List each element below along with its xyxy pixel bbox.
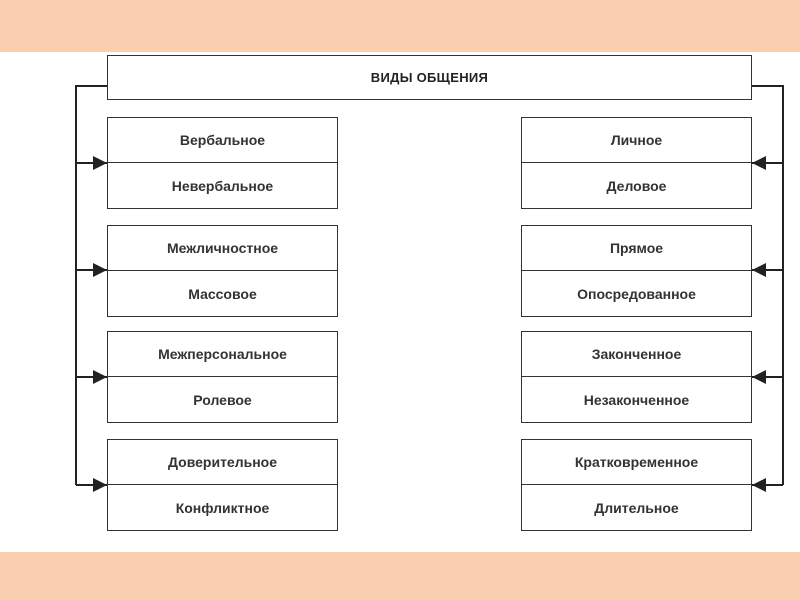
left-group-3 xyxy=(107,331,338,423)
right-group-3-bottom: Незаконченное xyxy=(583,391,690,408)
right-group-4 xyxy=(521,439,752,531)
left-group-1-bottom: Невербальное xyxy=(171,177,274,194)
right-group-1 xyxy=(521,117,752,209)
right-group-2-top: Прямое xyxy=(522,226,751,271)
right-trunk-line xyxy=(752,86,783,485)
right-group-2 xyxy=(521,225,752,317)
left-group-4-top: Доверительное xyxy=(108,440,337,485)
left-group-3-bottom: Ролевое xyxy=(193,391,252,408)
right-group-4-top: Кратковременное xyxy=(522,440,751,485)
left-group-3-top: Межперсональное xyxy=(108,332,337,377)
left-group-1 xyxy=(107,117,338,209)
right-group-3-top: Законченное xyxy=(522,332,751,377)
left-group-4 xyxy=(107,439,338,531)
right-group-3 xyxy=(521,331,752,423)
left-group-1-top: Вербальное xyxy=(108,118,337,163)
left-group-2-top: Межличностное xyxy=(108,226,337,271)
left-trunk-line xyxy=(76,86,107,485)
left-group-2 xyxy=(107,225,338,317)
right-group-1-top: Личное xyxy=(522,118,751,163)
right-group-2-bottom: Опосредованное xyxy=(577,285,696,302)
diagram-title: ВИДЫ ОБЩЕНИЯ xyxy=(107,55,752,100)
right-group-1-bottom: Деловое xyxy=(606,177,667,194)
left-group-2-bottom: Массовое xyxy=(188,285,257,302)
right-group-4-bottom: Длительное xyxy=(594,499,679,516)
left-group-4-bottom: Конфликтное xyxy=(175,499,270,516)
